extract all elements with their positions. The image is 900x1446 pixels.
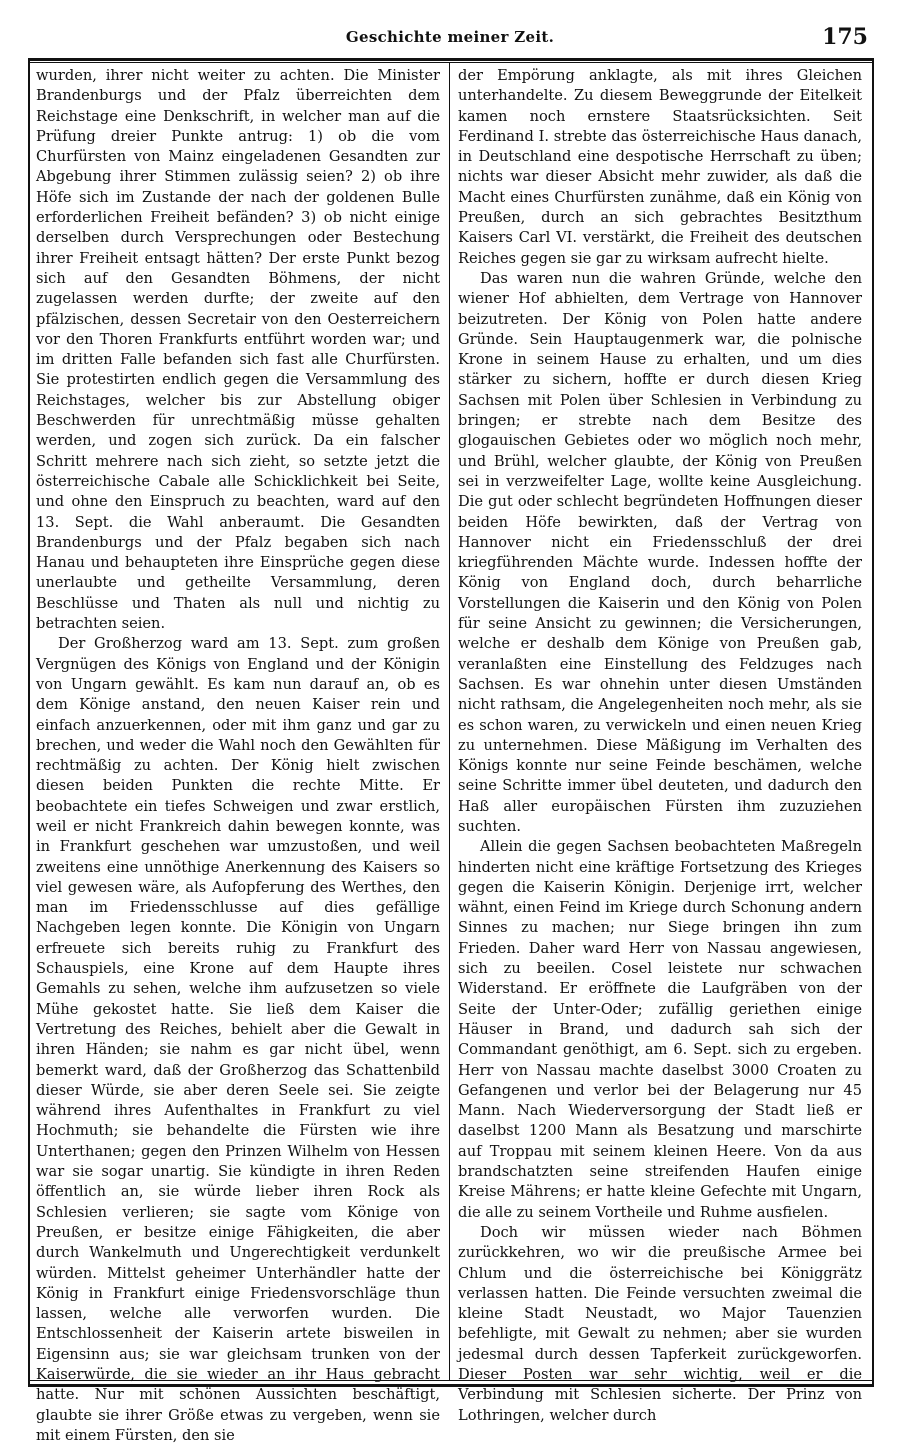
page-header [28, 22, 872, 62]
paragraph: Doch wir müssen wieder nach Böhmen zurückkehren, wo wir die preußische Armee bei Chlum und die österreichische bei Königgrätz verlassen hatten. Die Feinde versuchten zweimal die kleine Stadt Neustadt, wo Major Tauenzien befehligte, mit Gewalt zu nehmen; aber sie wurden jedesmal durch dessen Tapferkeit zurückgeworfen. Dieser Posten war sehr wichtig, weil er die Verbindung mit Schlesien sicherte. Der Prinz von Lothringen, welcher durch [458, 1223, 862, 1424]
right-column [458, 66, 862, 1424]
paragraph: Der Großherzog ward am 13. Sept. zum großen Vergnügen des Königs von England und der Königin von Ungarn gewählt. Es kam nun darauf an, ob es dem Könige anstand, den neuen Kaiser rein und einfach anzuerkennen, oder mit ihm ganz und gar zu brechen, und weder die Wahl noch den Gewählten für rechtmäßig zu achten. Der König hielt zwischen diesen beiden Punkten die rechte Mitte. Er beobachtete ein tiefes Schweigen und zwar erstlich, weil er nicht Frankreich dahin bewegen konnte, was in Frankfurt geschehen war umzustoßen, und weil zweitens eine unnöthige Anerkennung des Kaisers so viel gewesen wäre, als Aufopferung des Werthes, den man im Friedensschlusse auf dies gefällige Nachgeben legen konnte. Die Königin von Ungarn erfreuete sich bereits ruhig zu Frankfurt des Schauspiels, eine Krone auf dem Haupte ihres Gemahls zu sehen, welche ihm aufzusetzen so viele Mühe gekostet hatte. Sie ließ dem Kaiser die Vertretung des Reiches, behielt aber die Gewalt in ihren Händen; sie nahm es gar nicht übel, wenn bemerkt ward, daß der Großherzog das Schattenbild dieser Würde, sie aber deren Seele sei. Sie zeigte während ihres Aufenthaltes in Frankfurt zu viel Hochmuth; sie behandelte die Fürsten wie ihre Unterthanen; gegen den Prinzen Wilhelm von Hessen war sie sogar unartig. Sie kündigte in ihren Reden öffentlich an, sie würde lieber ihren Rock als Schlesien verlieren; sie sagte vom Könige von Preußen, er besitze einige Fähigkeiten, die aber durch Wankelmuth und Ungerechtigkeit verdunkelt würden. Mittelst geheimer Unterhändler hatte der König in Frankfurt einige Friedensvorschläge thun lassen, welche alle verworfen wurden. Die Entschlossenheit der Kaiserin artete bisweilen in Eigensinn aus; sie war gleichsam trunken von der Kaiserwürde, die sie wieder an ihr Haus gebracht hatte. Nur mit schönen Aussichten beschäftigt, glaubte sie ihrer Größe etwas zu vergeben, wenn sie mit einem Fürsten, den sie [36, 635, 440, 1444]
paragraph: wurden, ihrer nicht weiter zu achten. Die Minister Brandenburgs und der Pfalz überreichten dem Reichstage eine Denkschrift, in welcher man auf die Prüfung dreier Punkte antrug: 1) ob die vom Churfürsten von Mainz eingeladenen Gesandten zur Abgebung ihrer Stimmen zulässig seien? 2) ob ihre Höfe sich im Zustande der nach der goldenen Bulle erforderlichen Freiheit befänden? 3) ob nicht einige derselben durch Versprechungen oder Bestechung ihrer Freiheit entsagt hätten? Der erste Punkt bezog sich auf den Gesandten Böhmens, der nicht zugelassen werden durfte; der zweite auf den pfälzischen, dessen Secretair von den Oesterreichern vor den Thoren Frankfurts entführt worden war; und im dritten Falle befanden sich fast alle Churfürsten. Sie protestirten endlich gegen die Versammlung des Reichstages, welcher bis zur Abstellung obiger Beschwerden für unrechtmäßig müsse gehalten werden, und zogen sich zurück. Da ein falscher Schritt mehrere nach sich zieht, so setzte jetzt die österreichische Cabale alle Schicklichkeit bei Seite, und ohne den Einspruch zu beachten, ward auf den 13. Sept. die Wahl anberaumt. Die Gesandten Brandenburgs und der Pfalz begaben sich nach Hanau und behaupteten ihre Einsprüche gegen diese unerlaubte und getheilte Versammlung, deren Beschlüsse und Thaten als null und nichtig zu betrachten seien. [36, 67, 440, 633]
column-divider [449, 62, 450, 1380]
paragraph: Das waren nun die wahren Gründe, welche den wiener Hof abhielten, dem Vertrage von Hannover beizutreten. Der König von Polen hatte andere Gründe. Sein Hauptaugenmerk war, die polnische Krone in seinem Hause zu erhalten, und um dies stärker zu sichern, hoffte er durch diesen Krieg Sachsen mit Polen über Schlesien in Verbindung zu bringen; er strebte nach dem Besitze des glogauischen Gebietes oder wo möglich noch mehr, und Brühl, welcher glaubte, der König von Preußen sei in verzweifelter Lage, wollte keine Ausgleichung. Die gut oder schlecht begründeten Hoffnungen dieser beiden Höfe bewirkten, daß der Vertrag von Hannover nicht ein Friedensschluß der drei kriegführenden Mächte wurde. Indessen hoffte der König von England doch, durch beharrliche Vorstellungen die Kaiserin und den König von Polen für seine Ansicht zu gewinnen; die Versicherungen, welche er deshalb dem Könige von Preußen gab, veranlaßten eine Einstellung des Feldzuges nach Sachsen. Es war ohnehin unter diesen Umständen nicht rathsam, die Angelegenheiten noch mehr, als sie es schon waren, zu verwickeln und einen neuen Krieg zu unternehmen. Diese Mäßigung im Verhalten des Königs konnte nur seine Feinde beschämen, welche seine Schritte immer übel deuteten, und dadurch den Haß aller europäischen Fürsten ihm zuzuziehen suchten. [458, 269, 862, 835]
paragraph: der Empörung anklagte, als mit ihres Gleichen unterhandelte. Zu diesem Beweggrunde der Eitelkeit kamen noch ernstere Staatsrücksichten. Seit Ferdinand I. strebte das österreichische Haus danach, in Deutschland eine despotische Herrschaft zu üben; nichts war dieser Absicht mehr zuwider, als daß die Macht eines Churfürsten zunähme, daß ein König von Preußen, durch an sich gebrachtes Besitzthum Kaisers Carl VI. verstärkt, die Freiheit des deutschen Reiches gegen sie gar zu wirksam aufrecht hielte. [458, 67, 862, 267]
top-rule [28, 58, 874, 61]
right-border [872, 58, 874, 1387]
running-title: Geschichte meiner Zeit. [345, 28, 555, 46]
left-column [36, 66, 440, 1444]
top-rule-thin [28, 62, 874, 63]
page-number: 175 [822, 24, 868, 50]
left-border [28, 58, 30, 1387]
paragraph: Allein die gegen Sachsen beobachteten Maßregeln hinderten nicht eine kräftige Fortsetzung des Krieges gegen die Kaiserin Königin. Derjenige irrt, welcher wähnt, einen Feind im Kriege durch Schonung andern Sinnes zu machen; nur Siege bringen ihn zum Frieden. Daher ward Herr von Nassau angewiesen, sich zu beeilen. Cosel leistete nur schwachen Widerstand. Er eröffnete die Laufgräben von der Seite der Unter-Oder; zufällig geriethen einige Häuser in Brand, und dadurch sah sich der Commandant genöthigt, am 6. Sept. sich zu ergeben. Herr von Nassau machte daselbst 3000 Croaten zu Gefangenen und verlor bei der Belagerung nur 45 Mann. Nach Wiederversorgung der Stadt ließ er daselbst 1200 Mann als Besatzung und marschirte auf Troppau mit seinem kleinen Heere. Von da aus brandschatzten seine streifenden Haufen einige Kreise Mährens; er hatte kleine Gefechte mit Ungarn, die alle zu seinem Vortheile und Ruhme ausfielen. [458, 838, 862, 1221]
